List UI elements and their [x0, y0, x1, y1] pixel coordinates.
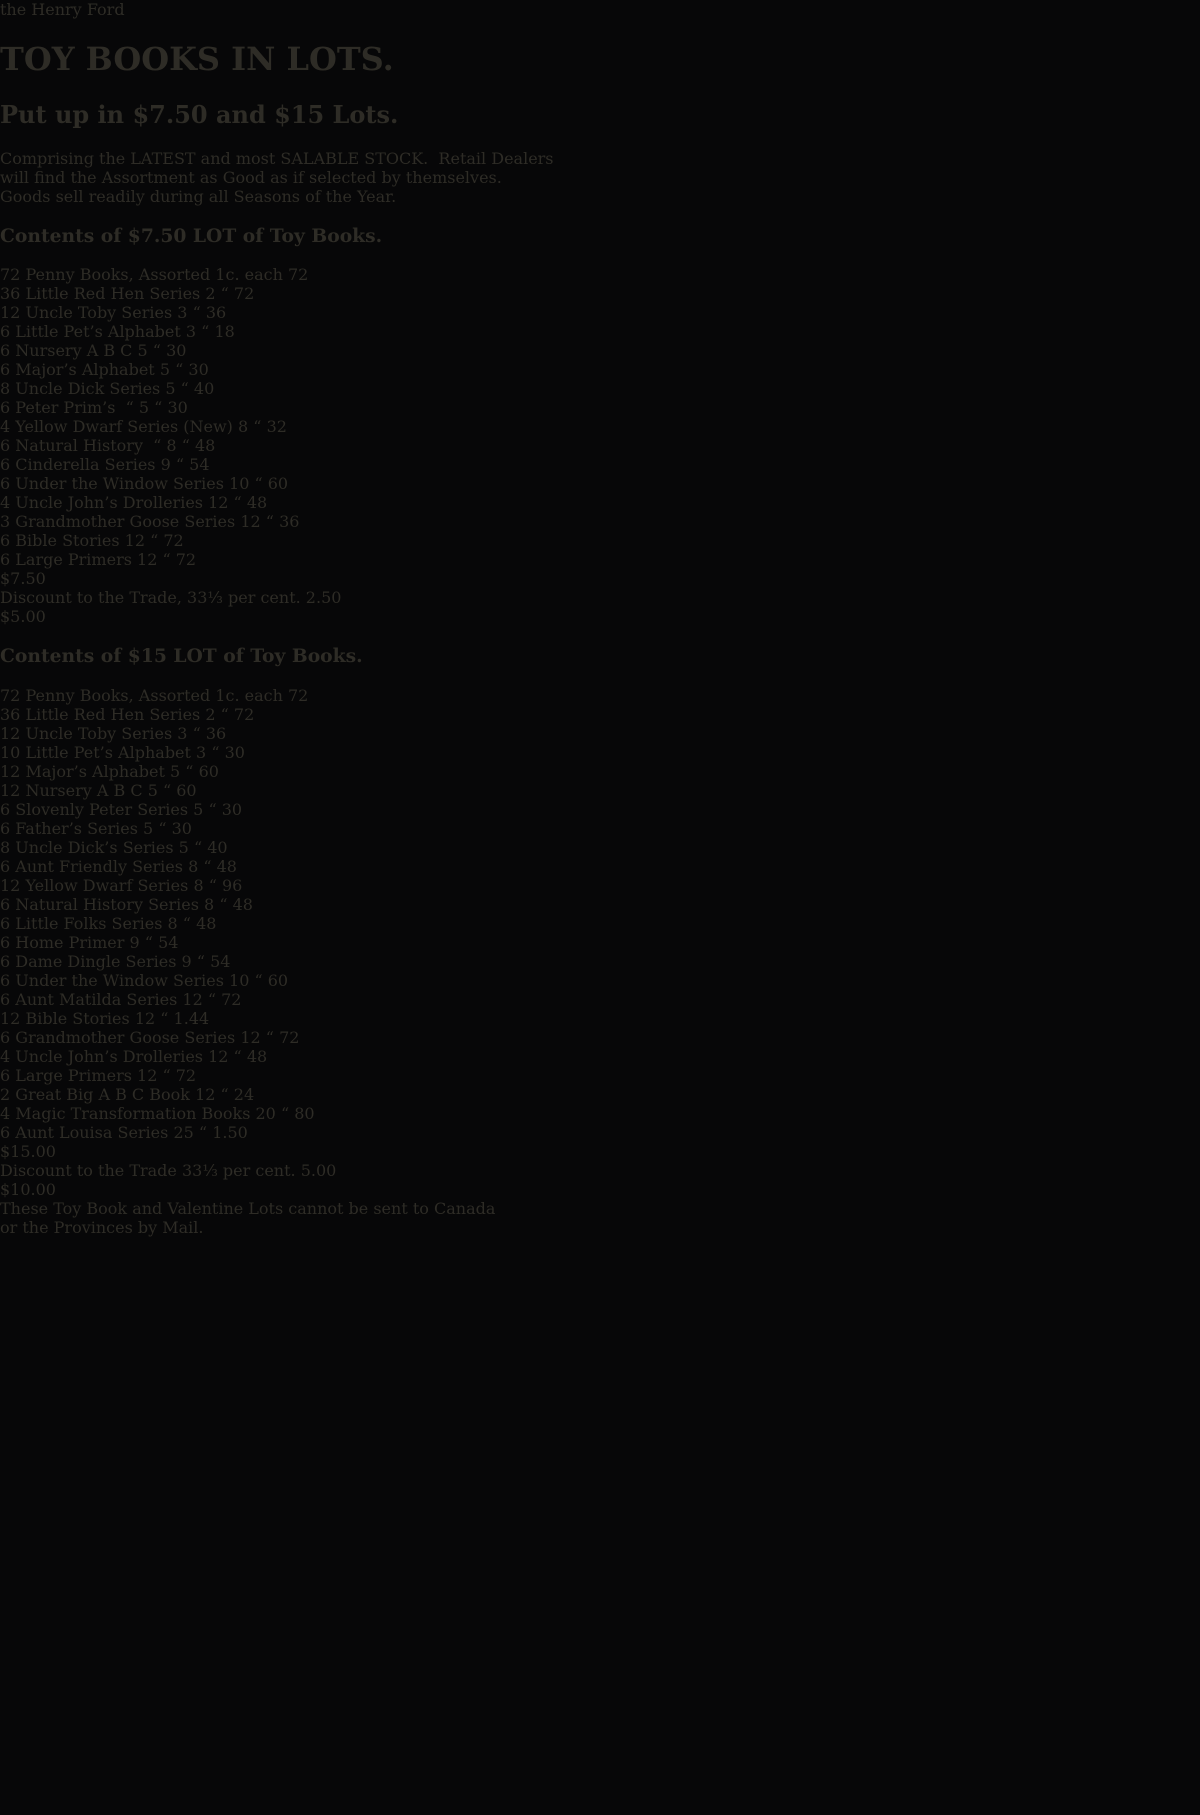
row-unit-ditto: “: [233, 1046, 242, 1066]
lot-table-row: [0, 1028, 1200, 1047]
row-price: 12: [240, 1027, 261, 1047]
row-unit-ditto: “: [150, 531, 159, 551]
row-quantity: 6: [0, 970, 11, 990]
lot-table-row: [0, 838, 1200, 857]
row-unit-ditto: “: [192, 303, 201, 323]
logo-text-ford: Ford: [86, 0, 125, 19]
row-unit-ditto: “: [220, 704, 229, 724]
row-title: Great Big A B C Book: [15, 1084, 190, 1104]
row-amount: 72: [288, 265, 309, 285]
row-title: Little Pet’s Alphabet: [15, 322, 181, 342]
row-unit-ditto: “: [220, 1084, 229, 1104]
row-quantity: 6: [0, 341, 11, 361]
row-amount: 60: [176, 780, 197, 800]
henry-ford-logo: [0, 0, 1200, 19]
row-price: 12: [137, 550, 158, 570]
lot-table-row: [0, 436, 1200, 455]
row-amount: 30: [188, 360, 209, 380]
row-title: Nursery A B C: [25, 780, 143, 800]
lot-table-row: [0, 322, 1200, 341]
row-title: Bible Stories: [15, 531, 120, 551]
row-amount: 60: [267, 970, 289, 990]
row-quantity: 4: [0, 493, 11, 513]
lot-table-15: [0, 686, 1200, 1142]
row-price: 12: [124, 531, 145, 551]
row-quantity: 12: [0, 780, 21, 800]
row-quantity: 6: [0, 799, 11, 819]
row-price: 8: [188, 856, 199, 876]
row-title: Large Primers: [15, 550, 132, 570]
row-title: Little Red Hen Series: [25, 284, 201, 304]
row-quantity: 6: [0, 894, 11, 914]
row-price: 12: [134, 1008, 156, 1028]
row-unit-ditto: “: [180, 379, 189, 399]
row-title: Penny Books, Assorted: [25, 685, 211, 705]
row-title: Peter Prim’s “: [15, 398, 134, 418]
row-amount: 60: [267, 474, 289, 494]
row-amount: 72: [233, 284, 255, 304]
row-quantity: 4: [0, 1046, 11, 1066]
row-amount: 48: [196, 913, 217, 933]
row-title: Penny Books, Assorted: [25, 265, 211, 285]
row-title: Home Primer: [15, 932, 125, 952]
row-quantity: 6: [0, 989, 11, 1009]
discount-label: Discount to the Trade, 33⅓ per cent.: [0, 588, 301, 608]
page-title: TOY BOOKS IN LOTS.: [0, 40, 394, 79]
row-unit-ditto: “: [201, 322, 210, 342]
discount-label: Discount to the Trade 33⅓ per cent.: [0, 1160, 296, 1180]
row-quantity: 12: [0, 761, 21, 781]
row-title: Little Folks Series: [15, 913, 163, 933]
row-title: Uncle John’s Drolleries: [15, 493, 203, 513]
row-amount: 72: [233, 704, 255, 724]
lot-table-row: [0, 781, 1200, 800]
lot-table-row: [0, 1123, 1200, 1142]
row-title: Under the Window Series: [15, 474, 224, 494]
row-unit-ditto: “: [265, 512, 274, 532]
row-amount: 48: [216, 856, 237, 876]
row-unit-ditto: “: [158, 818, 167, 838]
lot-table-row: [0, 876, 1200, 895]
row-quantity: 6: [0, 531, 11, 551]
row-unit-ditto: each: [244, 265, 283, 285]
row-price: 3: [196, 742, 207, 762]
row-quantity: 6: [0, 932, 11, 952]
row-price: 5: [165, 379, 176, 399]
row-unit-ditto: “: [203, 856, 212, 876]
row-title: Grandmother Goose Series: [15, 1027, 236, 1047]
row-quantity: 8: [0, 837, 11, 857]
row-title: Uncle Toby Series: [25, 723, 173, 743]
row-price: 12: [137, 1065, 158, 1085]
row-quantity: 36: [0, 704, 21, 724]
lead-line-2: will find the Assortment as Good as if selected by themselves.: [0, 167, 502, 187]
logo-text-henry: Henry: [31, 0, 82, 19]
row-quantity: 6: [0, 550, 11, 570]
row-unit-ditto: “: [162, 780, 172, 800]
row-unit-ditto: “: [211, 742, 220, 762]
lot-table-row: [0, 743, 1200, 762]
lead-paragraph: [0, 149, 1200, 206]
row-unit-ditto: “: [253, 417, 262, 437]
row-title: Aunt Louisa Series: [15, 1122, 169, 1142]
totals-15-lot: [0, 1142, 1200, 1199]
row-quantity: 6: [0, 474, 11, 494]
lot-table-row: [0, 512, 1200, 531]
row-quantity: 6: [0, 818, 11, 838]
discount-value: 5.00: [300, 1160, 337, 1180]
row-title: Cinderella Series: [15, 455, 156, 475]
lot-table-row: [0, 284, 1200, 303]
row-amount: 30: [224, 742, 245, 762]
row-quantity: 6: [0, 1122, 11, 1142]
lot-table-row: [0, 1047, 1200, 1066]
row-unit-ditto: “: [196, 951, 205, 971]
lot-table-row: [0, 1085, 1200, 1104]
row-amount: 72: [221, 989, 242, 1009]
row-price: 3: [177, 723, 188, 743]
lot-table-row: [0, 914, 1200, 933]
lot-table-row: [0, 857, 1200, 876]
row-unit-ditto: “: [233, 493, 242, 513]
row-unit-ditto: “: [162, 1065, 171, 1085]
lot-table-row: [0, 800, 1200, 819]
row-quantity: 6: [0, 1065, 11, 1085]
lot-table-row: [0, 724, 1200, 743]
row-price: 12: [208, 1046, 229, 1066]
row-price: 5: [143, 818, 154, 838]
lot-table-row: [0, 705, 1200, 724]
row-price: 8: [166, 436, 177, 456]
row-quantity: 6: [0, 1027, 11, 1047]
lot-table-row: [0, 1066, 1200, 1085]
row-amount: 36: [205, 303, 227, 323]
row-price: 9: [160, 455, 171, 475]
lead-line-3: Goods sell readily during all Seasons of the Year.: [0, 186, 397, 206]
discount-value: 2.50: [305, 588, 342, 608]
row-amount: 30: [166, 341, 187, 361]
row-quantity: 12: [0, 1008, 21, 1028]
row-unit-ditto: “: [265, 1027, 274, 1047]
row-price: 5: [170, 761, 181, 781]
row-unit-ditto: “: [154, 398, 163, 418]
page-subtitle: Put up in $7.50 and $15 Lots.: [0, 99, 399, 129]
document-body: [0, 40, 1200, 1236]
row-price: 25: [173, 1122, 194, 1142]
row-price: 1c.: [215, 685, 240, 705]
row-title: Little Pet’s Alphabet: [25, 742, 191, 762]
row-title: Uncle Toby Series: [25, 303, 173, 323]
lot-table-row: [0, 1104, 1200, 1123]
row-title: Natural History “: [15, 436, 162, 456]
row-quantity: 36: [0, 284, 21, 304]
row-price: 5: [178, 837, 189, 857]
row-quantity: 3: [0, 512, 11, 532]
footer-note-line-1: These Toy Book and Valentine Lots cannot be sent to Canada: [0, 1198, 496, 1218]
row-price: 3: [177, 303, 188, 323]
row-amount: 54: [210, 951, 231, 971]
lot-table-row: [0, 265, 1200, 284]
row-title: Dame Dingle Series: [15, 951, 177, 971]
row-quantity: 12: [0, 723, 21, 743]
row-amount: 30: [167, 398, 188, 418]
row-unit-ditto: “: [207, 989, 217, 1009]
row-unit-ditto: “: [193, 837, 203, 857]
row-amount: 72: [175, 550, 197, 570]
row-title: Major’s Alphabet: [15, 360, 155, 380]
lot-table-row: [0, 762, 1200, 781]
row-title: Uncle Dick’s Series: [15, 837, 174, 857]
row-unit-ditto: “: [219, 894, 228, 914]
row-unit-ditto: “: [220, 284, 229, 304]
row-amount: 48: [246, 1046, 268, 1066]
row-unit-ditto: “: [185, 761, 194, 781]
lot-table-row: [0, 379, 1200, 398]
row-title: Uncle John’s Drolleries: [15, 1046, 203, 1066]
row-title: Under the Window Series: [15, 970, 224, 990]
row-price: 5: [193, 799, 204, 819]
row-title: Yellow Dwarf Series (New): [15, 417, 233, 437]
row-title: Large Primers: [15, 1065, 132, 1085]
row-unit-ditto: “: [192, 723, 201, 743]
row-amount: 48: [194, 436, 216, 456]
row-quantity: 6: [0, 951, 11, 971]
footer-note: [0, 1199, 1200, 1237]
row-price: 12: [195, 1084, 216, 1104]
row-unit-ditto: each: [244, 685, 283, 705]
row-price: 8: [238, 417, 249, 437]
row-price: 1c.: [215, 265, 240, 285]
lot-table-row: [0, 474, 1200, 493]
row-price: 10: [229, 970, 250, 990]
row-quantity: 6: [0, 322, 11, 342]
row-title: Nursery A B C: [15, 341, 133, 361]
row-amount: 24: [233, 1084, 255, 1104]
row-quantity: 6: [0, 398, 11, 418]
row-title: Slovenly Peter Series: [15, 799, 189, 819]
lot-table-row: [0, 341, 1200, 360]
lot-table-row: [0, 398, 1200, 417]
lot-table-row: [0, 360, 1200, 379]
row-quantity: 12: [0, 875, 21, 895]
row-amount: 30: [171, 818, 192, 838]
logo-text-the: the: [0, 0, 27, 19]
row-quantity: 6: [0, 436, 11, 456]
row-price: 5: [138, 398, 150, 418]
row-title: Grandmother Goose Series: [15, 512, 236, 532]
net-value: $10.00: [0, 1179, 56, 1199]
row-amount: 48: [232, 894, 253, 914]
lot-table-row: [0, 1009, 1200, 1028]
row-title: Uncle Dick Series: [15, 379, 161, 399]
row-price: 3: [185, 322, 197, 342]
row-price: 8: [204, 894, 215, 914]
row-amount: 36: [205, 723, 227, 743]
row-unit-ditto: “: [254, 474, 263, 494]
row-quantity: 10: [0, 742, 21, 762]
row-amount: 18: [214, 322, 235, 342]
row-title: Yellow Dwarf Series: [25, 875, 189, 895]
totals-750-lot: [0, 569, 1200, 626]
lot-table-row: [0, 895, 1200, 914]
row-amount: 96: [222, 875, 243, 895]
row-amount: 40: [193, 379, 215, 399]
row-unit-ditto: “: [198, 1122, 208, 1142]
row-unit-ditto: “: [182, 913, 191, 933]
lot-table-row: [0, 455, 1200, 474]
row-unit-ditto: “: [181, 436, 190, 456]
row-price: 20: [255, 1103, 276, 1123]
row-unit-ditto: “: [144, 932, 153, 952]
row-title: Aunt Matilda Series: [15, 989, 178, 1009]
row-title: Bible Stories: [25, 1008, 130, 1028]
lot-table-750: [0, 265, 1200, 569]
lot-table-row: [0, 550, 1200, 569]
row-price: 5: [137, 341, 148, 361]
lot-table-row: [0, 686, 1200, 705]
row-unit-ditto: “: [280, 1103, 290, 1123]
row-title: Little Red Hen Series: [25, 704, 201, 724]
row-title: Aunt Friendly Series: [15, 856, 183, 876]
row-quantity: 6: [0, 913, 11, 933]
row-amount: 1.50: [212, 1122, 248, 1142]
row-amount: 72: [288, 685, 309, 705]
row-quantity: 72: [0, 685, 21, 705]
lot-table-row: [0, 990, 1200, 1009]
row-amount: 80: [294, 1103, 315, 1123]
lot-table-row: [0, 493, 1200, 512]
row-price: 2: [205, 284, 216, 304]
row-title: Natural History Series: [15, 894, 199, 914]
row-amount: 54: [158, 932, 179, 952]
row-price: 10: [229, 474, 250, 494]
row-amount: 60: [198, 761, 219, 781]
lot-table-row: [0, 303, 1200, 322]
row-price: 5: [147, 780, 158, 800]
section-heading-750-lot: Contents of $7.50 LOT of Toy Books.: [0, 224, 383, 247]
row-unit-ditto: “: [175, 360, 184, 380]
lot-table-row: [0, 531, 1200, 550]
row-unit-ditto: “: [208, 799, 217, 819]
row-amount: 40: [207, 837, 228, 857]
row-quantity: 6: [0, 856, 11, 876]
row-amount: 72: [279, 1027, 300, 1047]
row-amount: 72: [175, 1065, 197, 1085]
row-price: 8: [193, 875, 204, 895]
row-quantity: 12: [0, 303, 21, 323]
row-amount: 30: [221, 799, 243, 819]
row-price: 12: [240, 512, 261, 532]
row-quantity: 4: [0, 1103, 11, 1123]
row-amount: 1.44: [173, 1008, 210, 1028]
row-unit-ditto: “: [162, 550, 171, 570]
row-unit-ditto: “: [208, 875, 217, 895]
section-heading-15-lot: Contents of $15 LOT of Toy Books.: [0, 644, 363, 667]
lot-table-row: [0, 971, 1200, 990]
row-quantity: 6: [0, 360, 11, 380]
lead-line-1: Comprising the LATEST and most SALABLE STOCK. Retail Dealers: [0, 148, 554, 168]
row-unit-ditto: “: [152, 341, 161, 361]
row-price: 12: [208, 493, 229, 513]
row-unit-ditto: “: [160, 1008, 169, 1028]
row-unit-ditto: “: [254, 970, 263, 990]
row-amount: 36: [279, 512, 300, 532]
row-amount: 54: [189, 455, 210, 475]
subtotal-value: $15.00: [0, 1141, 56, 1161]
row-amount: 72: [163, 531, 184, 551]
row-price: 12: [182, 989, 203, 1009]
row-quantity: 4: [0, 417, 11, 437]
lot-table-row: [0, 417, 1200, 436]
row-quantity: 72: [0, 265, 21, 285]
footer-note-line-2: or the Provinces by Mail.: [0, 1217, 204, 1237]
row-price: 8: [167, 913, 178, 933]
row-amount: 32: [266, 417, 287, 437]
row-unit-ditto: “: [175, 455, 185, 475]
row-amount: 48: [246, 493, 268, 513]
row-price: 9: [181, 951, 192, 971]
row-quantity: 2: [0, 1084, 11, 1104]
row-price: 2: [205, 704, 216, 724]
lot-table-row: [0, 819, 1200, 838]
net-value: $5.00: [0, 607, 46, 627]
row-price: 9: [129, 932, 140, 952]
lot-table-row: [0, 952, 1200, 971]
row-quantity: 8: [0, 379, 11, 399]
row-quantity: 6: [0, 455, 11, 475]
row-price: 5: [159, 360, 171, 380]
row-title: Magic Transformation Books: [15, 1103, 251, 1123]
row-title: Father’s Series: [15, 818, 138, 838]
subtotal-value: $7.50: [0, 569, 46, 589]
row-title: Major’s Alphabet: [25, 761, 165, 781]
lot-table-row: [0, 933, 1200, 952]
